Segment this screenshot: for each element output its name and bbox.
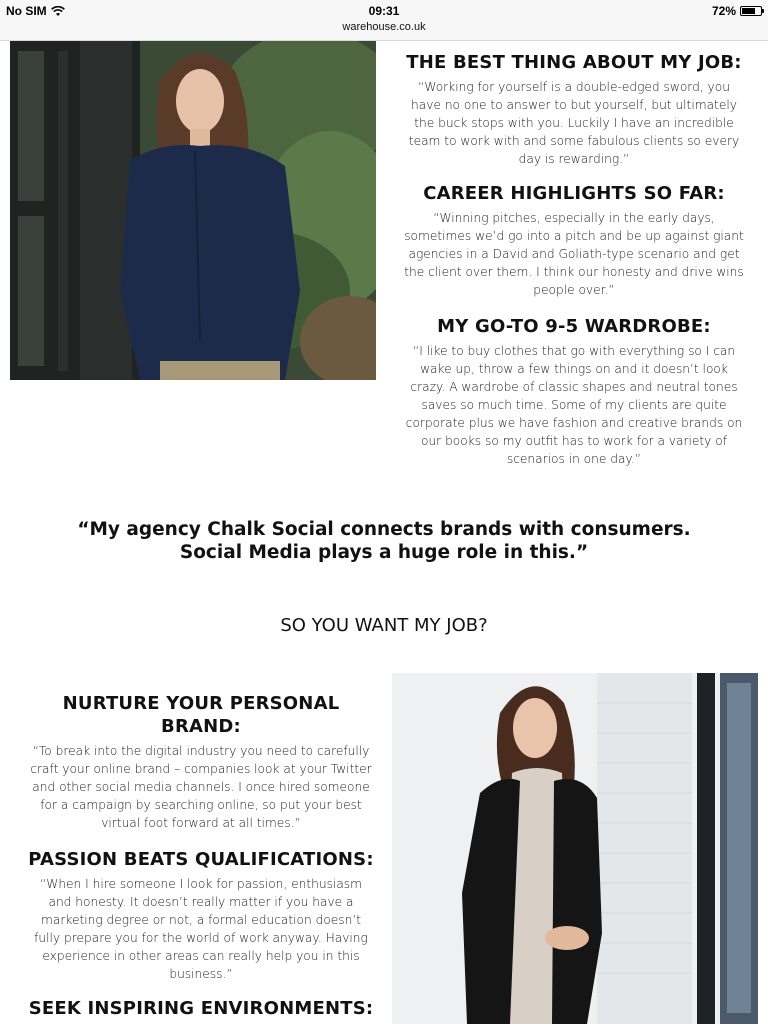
section-body: “To break into the digital industry you need to carefully craft your online brand – companies look at your Twitter and other social media channels. I once hired someone for a campaign by searching online, so put your best virtual foot forward at all times.” — [30, 744, 372, 830]
profile-photo-bottom — [392, 673, 758, 1024]
section-heading: CAREER HIGHLIGHTS SO FAR: — [423, 183, 725, 204]
section-heading: MY GO-TO 9-5 WARDROBE: — [437, 316, 711, 337]
section-title: SO YOU WANT MY JOB? — [280, 615, 488, 636]
address-bar-url[interactable]: warehouse.co.uk — [342, 21, 426, 33]
section-heading: THE BEST THING ABOUT MY JOB: — [406, 52, 742, 73]
section-body: “Working for yourself is a double-edged sword, you have no one to answer to but yourself, but ultimately the buck stops with you. Luckily I have an incredible team to work with and some fabulous clients so every day is rewarding.” — [408, 80, 740, 166]
section-body: “I like to buy clothes that go with everything so I can wake up, throw a few things on and it doesn’t look crazy. A wardrobe of classic shapes and neutral tones saves so much time. Some of my clients are quite corporate plus we have fashion and creative brands on our books so my outfit has to work for a variety of scenarios in one day.” — [405, 344, 743, 466]
pull-quote-line: Social Media plays a huge role in this.” — [179, 542, 589, 563]
section-body: “Winning pitches, especially in the early days, sometimes we’d go into a pitch and be up against giant agencies in a David and Goliath-type scenario and get the client over them. I think our honesty and drive wins people over.” — [404, 211, 744, 297]
section-best-thing — [402, 51, 746, 168]
section-heading: NURTURE YOUR PERSONAL BRAND: — [62, 693, 340, 737]
clock: 09:31 — [368, 4, 400, 18]
section-body: “When I hire someone I look for passion, enthusiasm and honesty. It doesn’t really matter if you have a marketing degree or not, a formal education doesn’t fully prepare you for the world of work anyway. Having experience in other areas can really help you in this business.” — [34, 877, 368, 981]
section-heading: SEEK INSPIRING ENVIRONMENTS: — [28, 998, 374, 1019]
battery-percent: 72% — [711, 4, 736, 18]
pull-quote-line: “My agency Chalk Social connects brands with consumers. — [77, 519, 691, 540]
section-inspiring-environments — [28, 997, 374, 1020]
carrier-label: No SIM — [6, 4, 47, 18]
section-career-highlights — [402, 182, 746, 299]
section-wardrobe — [402, 315, 746, 468]
status-bar — [0, 0, 768, 41]
pull-quote — [40, 518, 728, 564]
profile-photo-top — [10, 41, 376, 380]
section-personal-brand — [28, 692, 374, 832]
battery-indicator — [712, 4, 762, 18]
battery-icon — [740, 6, 762, 16]
section-heading: PASSION BEATS QUALIFICATIONS: — [28, 849, 374, 870]
section-passion — [28, 848, 374, 983]
